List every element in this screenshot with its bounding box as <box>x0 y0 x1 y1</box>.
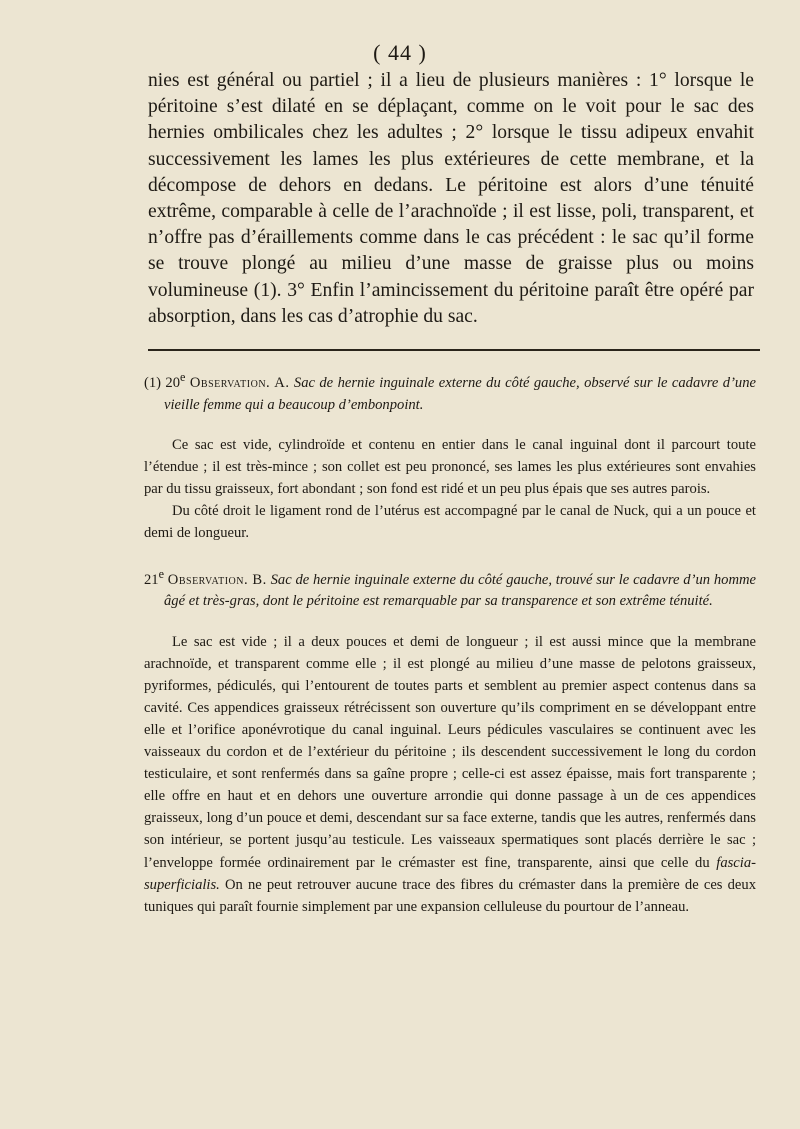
observation-a-number: (1) 20 <box>144 374 181 391</box>
observation-b-heading <box>144 563 756 613</box>
observation-b-text: Le sac est vide ; il a deux pouces et demi de longueur ; il est aussi mince que la membrane arachnoïde, et transparent comme elle ; il est plongé au milieu d’une masse de pelotons graisseux, pyriformes, pédiculés, qui l’entourent de toutes parts et semblent au premier aspect contenus dans sa cavité. Ces appendices graisseux rétrécissent son ouverture qu’ils compriment en se développant entre elle et l’orifice aponévrotique du canal inguinal. Leurs pédicules vasculaires se continuent avec les vaisseaux du cordon et de l’extérieur du péritoine ; ils descendent successivement le long du cordon testiculaire, et sont renfermés dans sa gaîne propre ; celle-ci est assez épaisse, mais fort transparente ; elle offre en haut et en dehors une ouverture arrondie qui donne passage à un de ces appendices graisseux, long d’un pouce et demi, descendant sur sa face externe, tandis que les autres, renfermés dans son intérieur, se portent jusqu’au testicule. Les vaisseaux spermatiques sont placés derrière le sac ; l’enveloppe formée ordinairement par le crémaster est fine, transparente, ainsi que celle du <box>144 633 756 871</box>
main-paragraph: nies est général ou partiel ; il a lieu de plusieurs manières : 1° lorsque le péritoine s’est dilaté en se déplaçant, comme on le voit pour le sac des hernies ombilicales chez les adultes ; 2° lorsque le tissu adipeux envahit successivement les lames les plus extérieures de cette membrane, et la décompose de dehors en dedans. Le péritoine est alors d’une ténuité extrême, comparable à celle de l’arachnoïde ; il est lisse, poli, transparent, et n’offre pas d’éraillements comme dans le cas précédent : le sac qu’il forme se trouve plongé au milieu d’une masse de graisse plus ou moins volumineuse (1). 3° Enfin l’amincissement du péritoine paraît être opéré par absorption, dans les cas d’atrophie du sac. <box>148 70 754 327</box>
observation-b-title: Sac de hernie inguinale externe du côté gauche, trouvé sur le cadavre d’un homme âgé et très-gras, dont le péritoine est remarquable par sa transparence et son extrême ténuité. <box>164 571 756 610</box>
observation-a-ordinal: e <box>180 370 186 384</box>
fascia-term: fascia-superficialis. <box>144 854 756 893</box>
footnotes <box>144 366 756 918</box>
observation-b-text-end: On ne peut retrouver aucune trace des fibres du crémaster dans la première de ces deux tuniques qui paraît fournie simplement par une expansion celluleuse du pourtour de l’anneau. <box>144 876 756 915</box>
observation-a-title: Sac de hernie inguinale externe du côté gauche, observé sur le cadavre d’une vieille femme qui a beaucoup d’embonpoint. <box>164 374 756 413</box>
page-number: ( 44 ) <box>373 40 427 65</box>
observation-b-number: 21 <box>144 571 159 588</box>
observation-a-label: Observation. A. <box>189 374 290 391</box>
observation-a-heading <box>144 366 756 416</box>
observation-b-ordinal: e <box>158 566 164 581</box>
observation-a-paragraph-1: Ce sac est vide, cylindroïde et contenu en entier dans le canal inguinal dont il parcourt toute l’étendue ; il est très-mince ; son collet est peu prononcé, ses lames les plus extérieures sont envahies par du tissu graisseux, fort abondant ; son fond est ridé et un peu plus épais que ses autres parois. <box>144 437 756 498</box>
main-text <box>148 68 754 330</box>
observation-b-label: Observation. B. <box>167 571 267 588</box>
footnote-separator <box>148 349 760 351</box>
observation-b-paragraph <box>144 631 756 918</box>
observation-a-paragraph-2: Du côté droit le ligament rond de l’utérus est accompagné par le canal de Nuck, qui a un pouce et demi de longueur. <box>144 503 756 542</box>
